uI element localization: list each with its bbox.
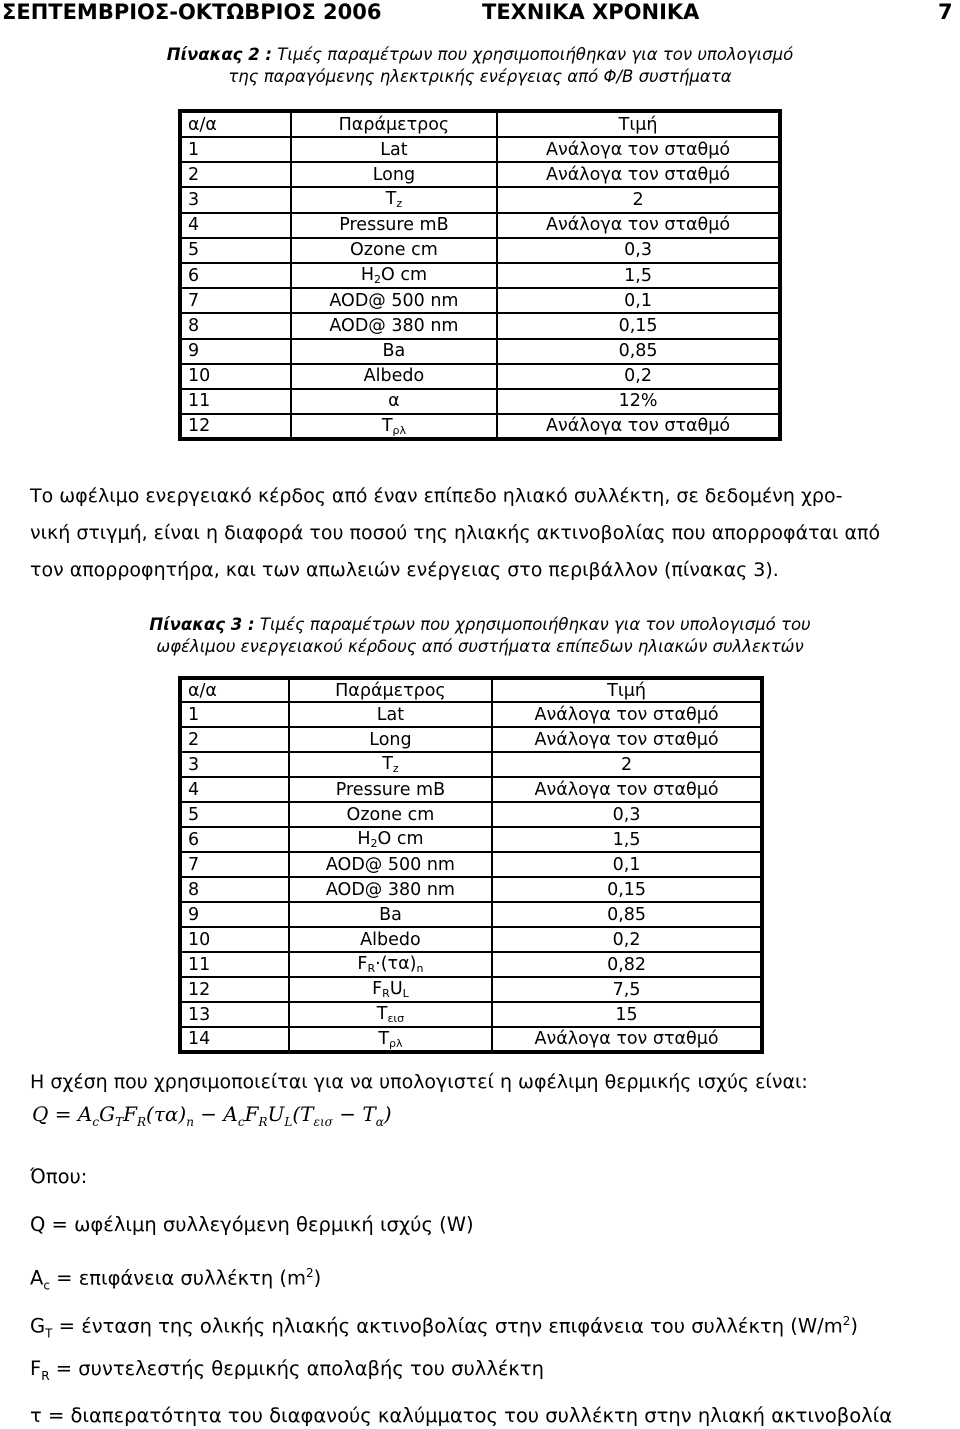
table-row (180, 414, 780, 439)
parameter-name: Long (372, 164, 416, 185)
parameter-value: 2 (632, 189, 644, 210)
value-cell (492, 827, 762, 852)
value-cell (492, 1002, 762, 1027)
parameter-value: 15 (615, 1004, 638, 1025)
table2-caption-line2: της παραγόμενης ηλεκτρικής ενέργειας από Φ/Β συστήματα (228, 67, 732, 86)
row-number: 4 (188, 779, 200, 800)
definition-sup: 2 (306, 1266, 314, 1280)
table3-col-header: α/α (180, 678, 289, 702)
row-number: 9 (188, 904, 200, 925)
row-number: 13 (188, 1004, 211, 1025)
parameter-name: Pressure mB (339, 215, 449, 236)
parameter-value: 0,82 (607, 954, 647, 975)
value-cell (497, 162, 780, 187)
table-row (180, 364, 780, 389)
parameter-value: 1,5 (624, 265, 652, 286)
row-number-cell (180, 213, 291, 238)
parameter-subscript: R (382, 987, 390, 1000)
parameter-subscript: z (392, 762, 399, 775)
row-number: 1 (188, 704, 200, 725)
formula-sub: L (284, 1115, 293, 1129)
row-number: 3 (188, 189, 200, 210)
formula-term: U (267, 1102, 285, 1126)
row-number-cell (180, 852, 289, 877)
parameter-cell (289, 877, 492, 902)
parameter-subscript: n (416, 962, 424, 975)
parameter-value: Ανάλογα τον σταθμό (546, 215, 731, 236)
table-row (180, 852, 762, 877)
definition-q: Q = ωφέλιμη συλλεγόμενη θερμική ισχύς (W) (30, 1213, 474, 1236)
parameter-name-suffix: U (389, 979, 403, 999)
row-number-cell (180, 313, 291, 338)
table-row (180, 727, 762, 752)
parameter-value: 0,1 (624, 290, 652, 311)
table3-caption-line1: Τιμές παραμέτρων που χρησιμοποιήθηκαν για τον υπολογισμό του (259, 615, 811, 634)
parameter-value: Ανάλογα τον σταθμό (534, 729, 719, 750)
parameter-name: T (378, 1028, 390, 1049)
parameter-name: Lat (380, 139, 408, 160)
value-cell (497, 339, 780, 364)
table3-col-header: Παράμετρος (289, 678, 492, 702)
parameter-name: T (381, 415, 393, 436)
parameter-cell (291, 213, 497, 238)
parameter-cell (291, 389, 497, 414)
parameter-cell (289, 802, 492, 827)
table3-caption (0, 614, 960, 658)
parameter-cell (291, 364, 497, 389)
row-number: 4 (188, 215, 200, 236)
formula-sub: c (92, 1115, 100, 1129)
parameter-value: 0,15 (607, 879, 647, 900)
definition-text: = συντελεστής θερμικής απολαβής του συλλέκτη (49, 1357, 545, 1380)
value-cell (497, 313, 780, 338)
value-cell (497, 238, 780, 263)
table-row (180, 162, 780, 187)
definition-gt (30, 1308, 858, 1346)
table2-caption-label: Πίνακας 2 : (166, 45, 273, 64)
value-cell (497, 263, 780, 288)
row-number: 1 (188, 139, 200, 160)
parameter-cell (291, 288, 497, 313)
value-cell (492, 927, 762, 952)
parameter-cell (291, 313, 497, 338)
value-cell (492, 777, 762, 802)
parameter-name: α (388, 391, 400, 412)
table2-caption (0, 44, 960, 88)
value-cell (497, 364, 780, 389)
row-number-cell (180, 162, 291, 187)
row-number-cell (180, 827, 289, 852)
table-row (180, 702, 762, 727)
value-cell (497, 137, 780, 162)
definition-symbol: G (30, 1314, 46, 1338)
table3 (178, 676, 764, 1054)
parameter-value: Ανάλογα τον σταθμό (546, 416, 731, 437)
table-row (180, 827, 762, 852)
parameter-value: 0,85 (618, 341, 658, 362)
formula-sub: εισ (313, 1115, 333, 1129)
parameter-name: T (376, 1004, 388, 1024)
parameter-name: T (385, 189, 397, 210)
parameter-cell (289, 952, 492, 977)
value-cell (497, 213, 780, 238)
parameter-name: Pressure mB (335, 779, 446, 800)
parameter-value: Ανάλογα τον σταθμό (546, 139, 731, 160)
row-number-cell (180, 902, 289, 927)
row-number-cell (180, 339, 291, 364)
row-number-cell (180, 752, 289, 777)
definition-text: = ένταση της ολικής ηλιακής ακτινοβολίας στην επιφάνεια του συλλέκτη (W/m (52, 1314, 843, 1338)
formula-term: A (223, 1102, 238, 1126)
parameter-subscript: R (367, 962, 376, 975)
table-row (180, 288, 780, 313)
parameter-subscript: 2 (374, 273, 381, 287)
parameter-subscript: εισ (387, 1012, 405, 1025)
table3-header-row (180, 678, 762, 702)
definition-text: ) (850, 1314, 858, 1338)
parameter-name: T (382, 754, 393, 774)
parameter-value: 0,2 (612, 929, 641, 950)
formula-term: ) (383, 1102, 392, 1126)
row-number-cell (180, 952, 289, 977)
parameter-cell (289, 1002, 492, 1027)
formula-term: (T (292, 1102, 314, 1126)
body-paragraph (30, 478, 960, 589)
row-number: 11 (188, 391, 211, 412)
parameter-subscript: z (396, 197, 403, 211)
row-number: 10 (188, 929, 211, 950)
parameter-name: Albedo (360, 929, 421, 950)
definition-sub: c (43, 1278, 50, 1293)
parameter-cell (289, 752, 492, 777)
parameter-name: Long (369, 729, 412, 750)
row-number-cell (180, 238, 291, 263)
formula-term: A (77, 1102, 93, 1126)
parameter-subscript: ρλ (392, 423, 407, 437)
value-cell (492, 702, 762, 727)
row-number: 6 (188, 265, 200, 286)
definition-fr (30, 1356, 544, 1389)
value-cell (497, 414, 780, 439)
parameter-name: Lat (376, 704, 405, 725)
definition-text: ) (313, 1266, 322, 1290)
table-row (180, 213, 780, 238)
formula-minus: − (193, 1102, 224, 1126)
parameter-name: H (360, 265, 374, 286)
parameter-cell (291, 263, 497, 288)
row-number-cell (180, 1027, 289, 1052)
value-cell (492, 752, 762, 777)
formula-term: − T (332, 1102, 376, 1126)
row-number: 11 (188, 954, 211, 975)
parameter-cell (291, 339, 497, 364)
journal-issue: ΣΕΠΤΕΜΒΡΙΟΣ-ΟΚΤΩΒΡΙΟΣ 2006 (2, 0, 382, 24)
table-row (180, 238, 780, 263)
value-cell (492, 727, 762, 752)
parameter-name: Ba (382, 341, 406, 362)
parameter-value: 0,1 (612, 854, 641, 875)
parameter-cell (291, 187, 497, 212)
parameter-name-suffix: O cm (381, 265, 428, 286)
table2-header-row (180, 111, 780, 137)
row-number-cell (180, 977, 289, 1002)
formula-term: G (99, 1102, 116, 1126)
parameter-name: Albedo (363, 366, 425, 387)
table2-caption-line1: Τιμές παραμέτρων που χρησιμοποιήθηκαν για τον υπολογισμό (277, 45, 794, 64)
row-number-cell (180, 777, 289, 802)
row-number-cell (180, 802, 289, 827)
formula-term: F (123, 1102, 137, 1126)
parameter-value: 0,3 (624, 240, 652, 261)
row-number: 5 (188, 804, 200, 825)
parameter-value: 0,85 (607, 904, 647, 925)
row-number-cell (180, 927, 289, 952)
table-row (180, 263, 780, 288)
value-cell (497, 187, 780, 212)
parameter-name: AOD@ 500 nm (329, 290, 459, 311)
parameter-value: 0,2 (624, 366, 652, 387)
formula-sub: R (136, 1115, 147, 1129)
value-cell (492, 877, 762, 902)
formula-sub: c (237, 1115, 245, 1129)
formula-term: (τα) (146, 1102, 187, 1126)
page-number: 7 (938, 0, 953, 24)
parameter-cell (289, 1027, 492, 1052)
parameter-value: Ανάλογα τον σταθμό (534, 704, 719, 725)
value-cell (492, 902, 762, 927)
value-cell (492, 1027, 762, 1052)
parameter-cell (291, 137, 497, 162)
value-cell (492, 802, 762, 827)
table-row (180, 927, 762, 952)
parameter-cell (289, 902, 492, 927)
row-number: 12 (188, 416, 211, 437)
parameter-value: 0,3 (612, 804, 641, 825)
row-number-cell (180, 1002, 289, 1027)
value-cell (492, 952, 762, 977)
table-row (180, 777, 762, 802)
heat-gain-formula (32, 1102, 392, 1129)
row-number: 8 (188, 879, 200, 900)
table3-caption-line2: ωφέλιμου ενεργειακού κέρδους από συστήματα επίπεδων ηλιακών συλλεκτών (156, 637, 804, 656)
table2-col-header: Παράμετρος (291, 111, 497, 137)
table-row (180, 1027, 762, 1052)
parameter-name: F (372, 979, 383, 999)
row-number: 7 (188, 290, 200, 311)
relation-text: Η σχέση που χρησιμοποιείται για να υπολογιστεί η ωφέλιμη θερμικής ισχύς είναι: (30, 1071, 808, 1093)
paragraph-line: νική στιγμή, είναι η διαφορά του ποσού της ηλιακής ακτινοβολίας που απορροφάται από (30, 522, 881, 544)
parameter-value: Ανάλογα τον σταθμό (534, 779, 719, 800)
formula-term: F (244, 1102, 259, 1126)
row-number-cell (180, 727, 289, 752)
row-number-cell (180, 364, 291, 389)
parameter-name-suffix: ·(τα) (375, 954, 417, 974)
parameter-name: AOD@ 500 nm (325, 854, 455, 875)
where-label: Όπου: (30, 1165, 88, 1188)
journal-title: ΤΕΧΝΙΚΑ ΧΡΟΝΙΚΑ (482, 0, 700, 24)
formula-q: Q (32, 1102, 49, 1126)
parameter-value: Ανάλογα τον σταθμό (546, 164, 731, 185)
row-number: 2 (188, 164, 200, 185)
row-number-cell (180, 414, 291, 439)
row-number-cell (180, 702, 289, 727)
definition-text: = επιφάνεια συλλέκτη (m (49, 1266, 307, 1290)
row-number-cell (180, 263, 291, 288)
formula-sub: n (186, 1115, 194, 1129)
parameter-name: F (357, 954, 368, 974)
row-number-cell (180, 288, 291, 313)
table2-col-header: Τιμή (497, 111, 780, 137)
row-number-cell (180, 389, 291, 414)
parameter-cell (289, 702, 492, 727)
parameter-subscript: L (402, 987, 409, 1000)
table-row (180, 902, 762, 927)
parameter-name: Ba (379, 904, 402, 925)
parameter-value: 2 (620, 754, 633, 775)
table-row (180, 389, 780, 414)
definition-ac (30, 1260, 321, 1298)
row-number-cell (180, 877, 289, 902)
parameter-value: 1,5 (612, 829, 641, 850)
table-row (180, 313, 780, 338)
definition-sub: T (45, 1326, 53, 1341)
row-number: 5 (188, 240, 200, 261)
value-cell (497, 389, 780, 414)
row-number: 8 (188, 315, 200, 336)
table-row (180, 1002, 762, 1027)
parameter-subscript: ρλ (389, 1036, 403, 1050)
row-number: 3 (188, 754, 200, 775)
row-number-cell (180, 187, 291, 212)
parameter-cell (291, 238, 497, 263)
parameter-cell (289, 852, 492, 877)
parameter-cell (289, 777, 492, 802)
definition-tau: τ = διαπερατότητα του διαφανούς καλύμματος του συλλέκτη στην ηλιακή ακτινοβολία (30, 1404, 893, 1427)
table-row (180, 952, 762, 977)
value-cell (492, 852, 762, 877)
parameter-cell (289, 927, 492, 952)
paragraph-line: τον απορροφητήρα, και των απωλειών ενέργειας στο περιβάλλον (πίνακας 3). (30, 559, 779, 581)
parameter-name-suffix: O cm (377, 829, 424, 849)
row-number: 7 (188, 854, 200, 875)
formula-sub: R (258, 1115, 268, 1129)
page-header (0, 0, 960, 26)
table3-col-header: Τιμή (492, 678, 762, 702)
parameter-cell (289, 977, 492, 1002)
parameter-value: Ανάλογα τον σταθμό (534, 1029, 719, 1049)
parameter-value: 7,5 (612, 979, 641, 1000)
table-row (180, 137, 780, 162)
row-number-cell (180, 137, 291, 162)
definition-symbol: F (30, 1357, 42, 1380)
table-row (180, 187, 780, 212)
value-cell (497, 288, 780, 313)
formula-sub: α (375, 1115, 384, 1129)
table-row (180, 339, 780, 364)
parameter-cell (291, 162, 497, 187)
parameter-cell (291, 414, 497, 439)
parameter-value: 0,15 (618, 315, 658, 336)
row-number: 6 (188, 829, 200, 850)
value-cell (492, 977, 762, 1002)
parameter-name: AOD@ 380 nm (325, 879, 455, 900)
table-row (180, 977, 762, 1002)
parameter-name: AOD@ 380 nm (329, 315, 459, 336)
parameter-name: H (357, 829, 371, 849)
definition-sub: R (41, 1368, 50, 1383)
table-row (180, 802, 762, 827)
paragraph-line: Το ωφέλιμο ενεργειακό κέρδος από έναν επίπεδο ηλιακό συλλέκτη, σε δεδομένη χρο- (30, 485, 843, 507)
table3-caption-label: Πίνακας 3 : (149, 615, 255, 634)
row-number: 2 (188, 729, 200, 750)
row-number: 12 (188, 979, 211, 1000)
formula-eq: = (48, 1102, 78, 1126)
table2-col-header: α/α (180, 111, 291, 137)
parameter-subscript: 2 (370, 837, 378, 850)
parameter-name: Ozone cm (350, 240, 438, 261)
row-number: 14 (188, 1029, 211, 1049)
formula-sub: T (115, 1115, 124, 1129)
table-row (180, 877, 762, 902)
table-row (180, 752, 762, 777)
parameter-cell (289, 727, 492, 752)
definition-sup: 2 (842, 1314, 851, 1328)
definition-symbol: A (30, 1266, 44, 1290)
row-number: 10 (188, 366, 211, 387)
row-number: 9 (188, 341, 200, 362)
parameter-name: Ozone cm (346, 804, 435, 825)
table2 (178, 109, 782, 441)
parameter-value: 12% (618, 391, 658, 412)
parameter-cell (289, 827, 492, 852)
